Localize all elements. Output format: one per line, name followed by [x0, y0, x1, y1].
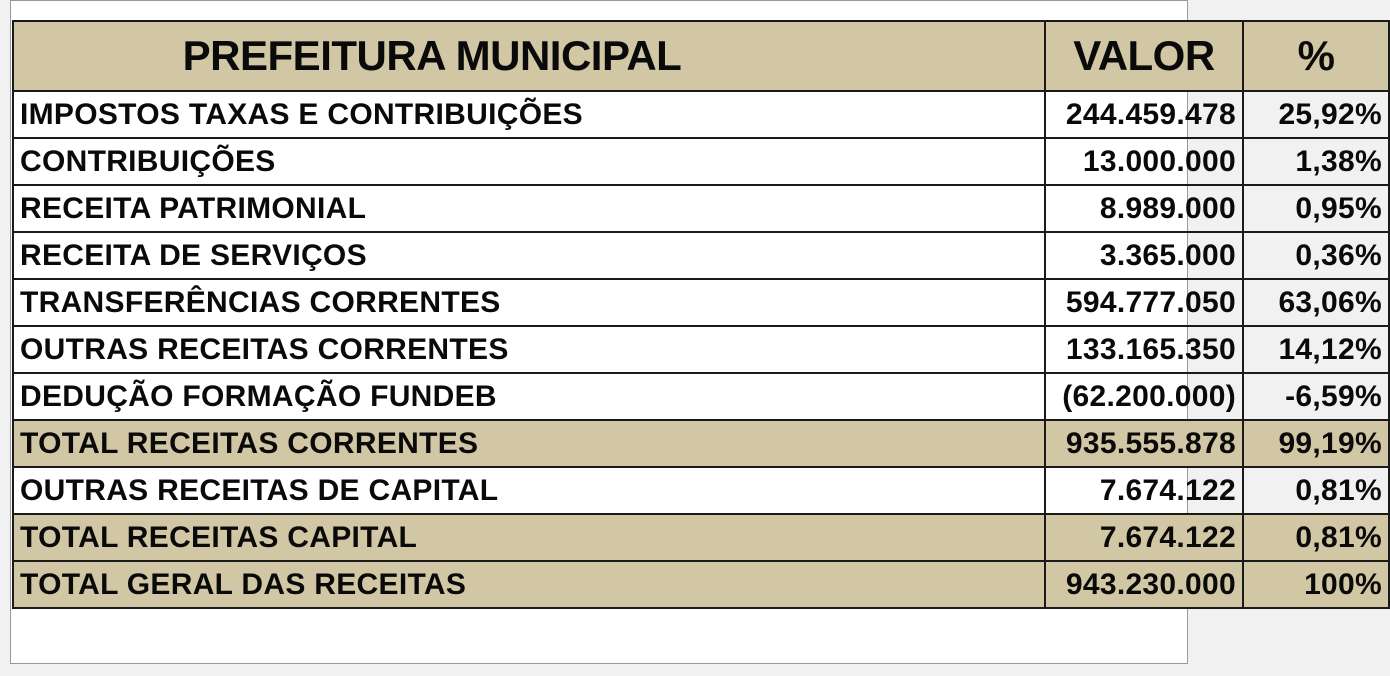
row-valor: 935.555.878 — [1045, 420, 1243, 467]
row-label: TRANSFERÊNCIAS CORRENTES — [13, 279, 1045, 326]
row-valor: 8.989.000 — [1045, 185, 1243, 232]
table-row — [13, 420, 1389, 467]
row-valor: 13.000.000 — [1045, 138, 1243, 185]
row-label: CONTRIBUIÇÕES — [13, 138, 1045, 185]
row-percent: 0,36% — [1243, 232, 1389, 279]
header-valor: VALOR — [1045, 21, 1243, 91]
header-percent: % — [1243, 21, 1389, 91]
row-valor: 3.365.000 — [1045, 232, 1243, 279]
row-label: OUTRAS RECEITAS CORRENTES — [13, 326, 1045, 373]
table-body — [13, 91, 1389, 608]
row-valor: 244.459.478 — [1045, 91, 1243, 138]
row-label: TOTAL RECEITAS CAPITAL — [13, 514, 1045, 561]
table-row — [13, 232, 1389, 279]
row-valor: 943.230.000 — [1045, 561, 1243, 608]
table-row — [13, 514, 1389, 561]
row-label: DEDUÇÃO FORMAÇÃO FUNDEB — [13, 373, 1045, 420]
table-row — [13, 138, 1389, 185]
row-percent: 14,12% — [1243, 326, 1389, 373]
table-row — [13, 373, 1389, 420]
table-header-row — [13, 21, 1389, 91]
row-percent: 0,81% — [1243, 467, 1389, 514]
table-row — [13, 279, 1389, 326]
row-percent: -6,59% — [1243, 373, 1389, 420]
row-percent: 25,92% — [1243, 91, 1389, 138]
row-valor: 133.165.350 — [1045, 326, 1243, 373]
row-label: RECEITA DE SERVIÇOS — [13, 232, 1045, 279]
row-label: OUTRAS RECEITAS DE CAPITAL — [13, 467, 1045, 514]
table-row — [13, 561, 1389, 608]
row-label: RECEITA PATRIMONIAL — [13, 185, 1045, 232]
header-prefeitura-municipal: PREFEITURA MUNICIPAL — [13, 21, 1045, 91]
table-row — [13, 326, 1389, 373]
row-label: TOTAL GERAL DAS RECEITAS — [13, 561, 1045, 608]
row-valor: 7.674.122 — [1045, 514, 1243, 561]
row-valor: 594.777.050 — [1045, 279, 1243, 326]
row-label: IMPOSTOS TAXAS E CONTRIBUIÇÕES — [13, 91, 1045, 138]
row-percent: 99,19% — [1243, 420, 1389, 467]
row-percent: 63,06% — [1243, 279, 1389, 326]
revenue-table — [12, 20, 1390, 609]
table-row — [13, 467, 1389, 514]
row-percent: 1,38% — [1243, 138, 1389, 185]
row-percent: 0,81% — [1243, 514, 1389, 561]
row-percent: 100% — [1243, 561, 1389, 608]
row-percent: 0,95% — [1243, 185, 1389, 232]
table-row — [13, 185, 1389, 232]
row-valor: 7.674.122 — [1045, 467, 1243, 514]
row-valor: (62.200.000) — [1045, 373, 1243, 420]
row-label: TOTAL RECEITAS CORRENTES — [13, 420, 1045, 467]
table-row — [13, 91, 1389, 138]
